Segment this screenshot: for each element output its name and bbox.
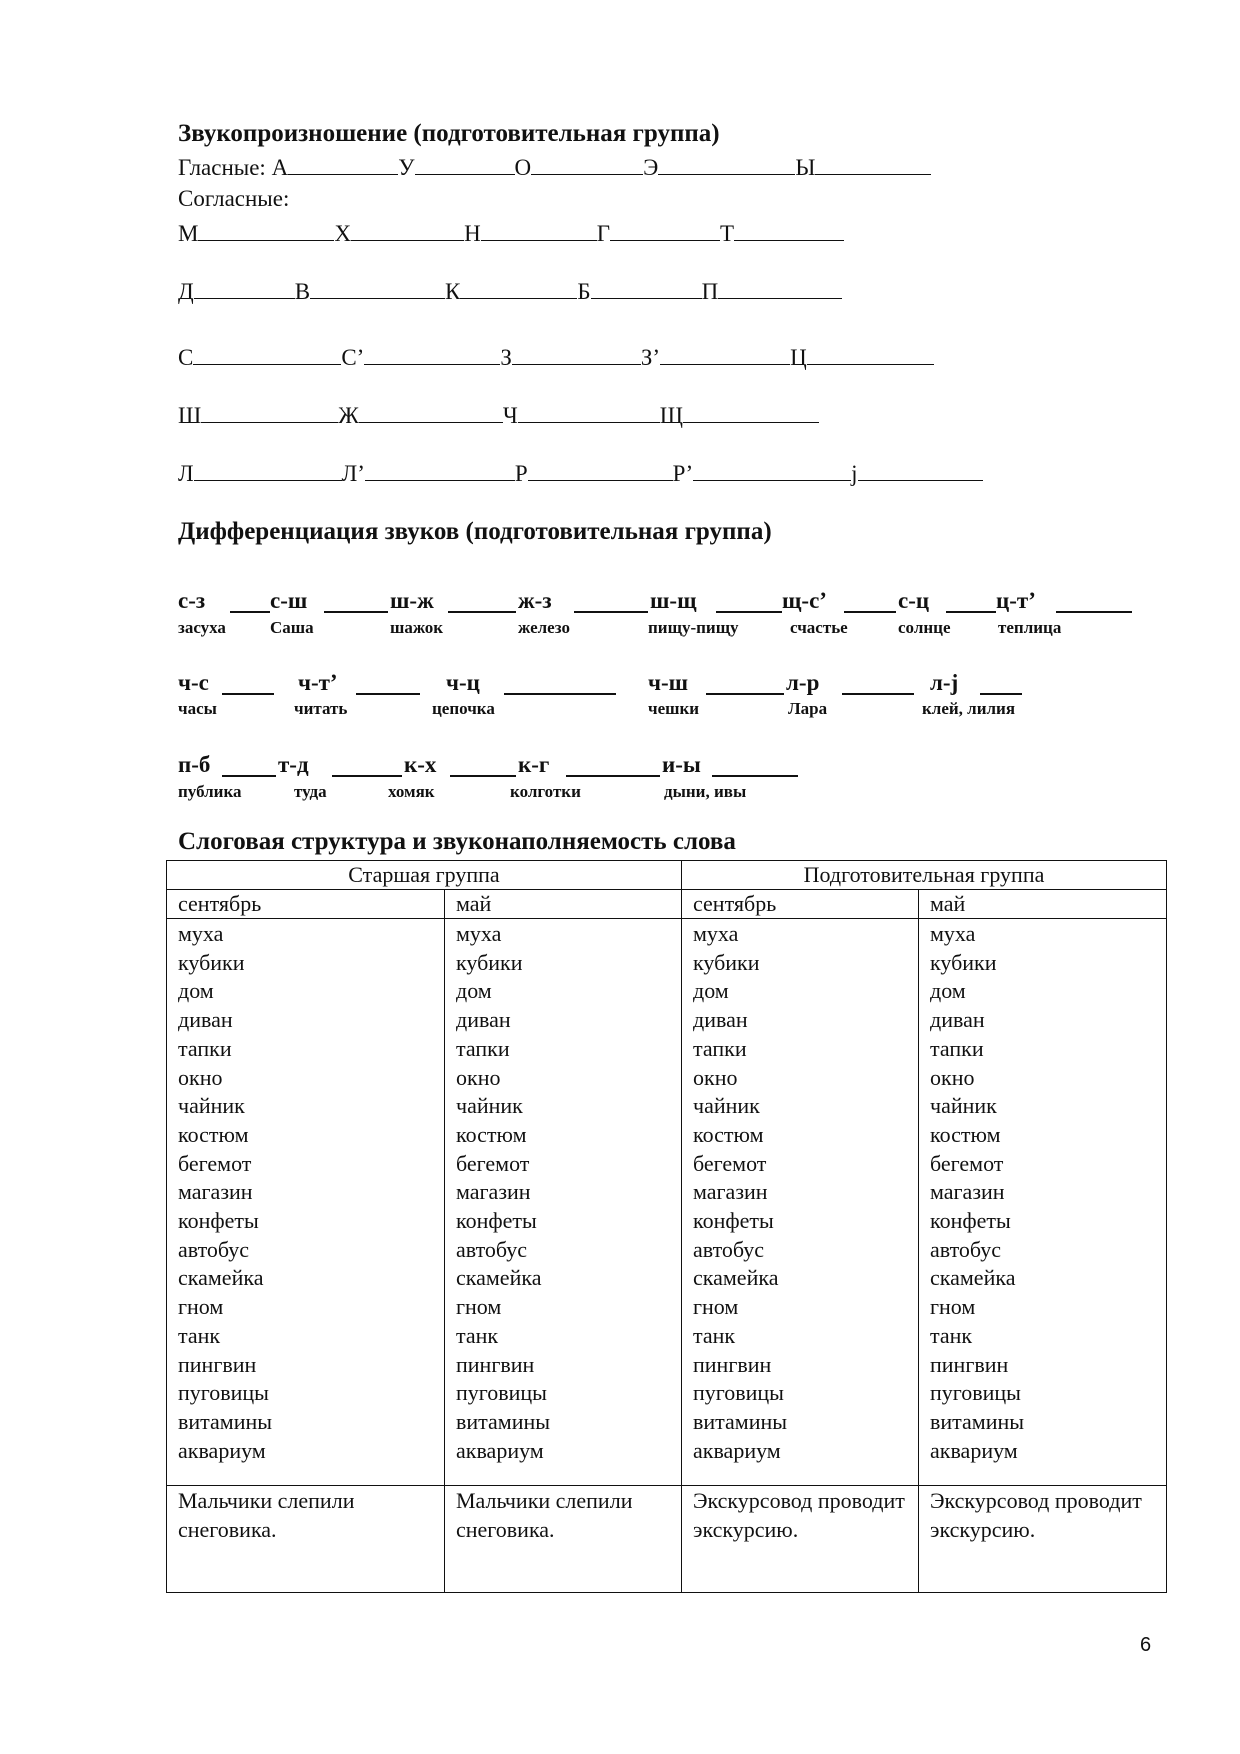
word-item: танк — [930, 1322, 973, 1348]
sound-pair: ч-т’ — [298, 670, 338, 695]
word-item: конфеты — [456, 1208, 537, 1234]
word-item: скамейка — [456, 1265, 542, 1291]
consonant: В — [294, 279, 311, 304]
sound-pronunciation-title: Звукопроизношение (подготовительная группа) — [178, 120, 720, 147]
word-item: окно — [693, 1064, 738, 1090]
word-item: муха — [930, 921, 976, 946]
word-item: костюм — [693, 1121, 764, 1147]
consonant: Л’ — [341, 461, 365, 486]
vowels-label: Гласные: — [178, 155, 266, 180]
sound-pair: п-б — [178, 752, 211, 777]
word-item: диван — [178, 1007, 233, 1033]
example-word: часы — [178, 699, 217, 718]
word-item: аквариум — [930, 1437, 1018, 1463]
vowel: Ы — [795, 155, 816, 180]
sound-pair: ж-з — [518, 588, 552, 613]
consonant: Ц — [790, 345, 807, 370]
vowel: Э — [643, 155, 659, 180]
word-list — [167, 919, 445, 1486]
sound-pair: л-j — [930, 670, 959, 695]
sound-pair: ч-с — [178, 670, 209, 695]
word-item: автобус — [930, 1236, 1002, 1262]
word-item: чайник — [178, 1093, 245, 1119]
syllable-structure-title: Слоговая структура и звуконаполняемость слова — [178, 828, 736, 855]
sound-pair: с-ц — [898, 588, 930, 613]
word-item: пуговицы — [930, 1380, 1021, 1406]
word-item: костюм — [178, 1121, 249, 1147]
word-item: пингвин — [693, 1351, 772, 1377]
word-item: муха — [178, 921, 224, 946]
word-item: окно — [930, 1064, 975, 1090]
example-word: дыни, ивы — [664, 782, 747, 801]
word-item: магазин — [930, 1179, 1005, 1205]
word-item: скамейка — [930, 1265, 1016, 1291]
example-word: хомяк — [388, 782, 435, 801]
sentence-cell: Экскурсовод проводит экскурсию. — [919, 1486, 1167, 1593]
word-item: витамины — [930, 1408, 1025, 1434]
word-item: пингвин — [456, 1351, 535, 1377]
word-item: бегемот — [178, 1150, 252, 1176]
sound-pair: и-ы — [662, 752, 701, 777]
example-word: засуха — [178, 618, 226, 637]
month-header: май — [445, 890, 682, 919]
sentence-cell: Мальчики слепили снеговика. — [445, 1486, 682, 1593]
word-item: чайник — [930, 1093, 997, 1119]
sentence-cell: Мальчики слепили снеговика. — [167, 1486, 445, 1593]
word-list — [445, 919, 682, 1486]
consonant: Д — [178, 279, 194, 304]
word-item: автобус — [693, 1236, 765, 1262]
example-word: солнце — [898, 618, 951, 637]
example-word: железо — [518, 618, 570, 637]
word-item: витамины — [693, 1408, 788, 1434]
consonant-row — [178, 344, 934, 371]
word-item: аквариум — [178, 1437, 266, 1463]
word-item: муха — [456, 921, 502, 946]
word-item: скамейка — [178, 1265, 264, 1291]
word-item: гном — [178, 1294, 224, 1320]
consonant: Х — [334, 221, 352, 246]
consonant: Щ — [659, 403, 683, 428]
consonants-label: Согласные: — [178, 186, 290, 211]
consonant: П — [701, 279, 719, 304]
consonant: Ч — [502, 403, 518, 428]
consonant: Ш — [178, 403, 202, 428]
word-item: костюм — [930, 1121, 1001, 1147]
consonant: З — [500, 345, 512, 370]
word-item: дом — [178, 978, 214, 1004]
sound-pair: ц-т’ — [996, 588, 1036, 613]
word-list — [919, 919, 1167, 1486]
example-word: клей, лилия — [922, 699, 1016, 718]
word-item: магазин — [456, 1179, 531, 1205]
word-item: магазин — [178, 1179, 253, 1205]
example-word: Лара — [788, 699, 828, 718]
word-item: конфеты — [693, 1208, 774, 1234]
consonant-row — [178, 460, 983, 487]
word-item: кубики — [456, 949, 523, 975]
consonant: С — [178, 345, 194, 370]
word-item: бегемот — [930, 1150, 1004, 1176]
word-item: кубики — [693, 949, 760, 975]
word-item: магазин — [693, 1179, 768, 1205]
table-month-header — [167, 890, 1167, 919]
word-item: гном — [456, 1294, 502, 1320]
sound-pair: ч-ц — [446, 670, 480, 695]
example-word: счастье — [790, 618, 848, 637]
consonant: Г — [596, 221, 610, 246]
consonant: Т — [720, 221, 735, 246]
sound-pair: л-р — [786, 670, 820, 695]
word-item: витамины — [178, 1408, 273, 1434]
word-item: диван — [930, 1007, 985, 1033]
example-word: Саша — [270, 618, 314, 637]
table-group-header — [167, 861, 1167, 890]
consonant-row — [178, 278, 842, 305]
word-item: гном — [930, 1294, 976, 1320]
consonant: Р’ — [672, 461, 694, 486]
sound-pair: с-з — [178, 588, 206, 613]
table-sentence-row — [167, 1486, 1167, 1593]
word-list — [682, 919, 919, 1486]
word-item: костюм — [456, 1121, 527, 1147]
word-item: аквариум — [456, 1437, 544, 1463]
word-item: витамины — [456, 1408, 551, 1434]
word-item: пуговицы — [178, 1380, 269, 1406]
word-item: окно — [178, 1064, 223, 1090]
senior-group-header: Старшая группа — [167, 861, 682, 890]
word-item: чайник — [456, 1093, 523, 1119]
word-item: танк — [178, 1322, 221, 1348]
example-word: публика — [178, 782, 242, 801]
word-item: кубики — [930, 949, 997, 975]
word-item: чайник — [693, 1093, 760, 1119]
table-words-row — [167, 919, 1167, 1486]
sentence-cell: Экскурсовод проводит экскурсию. — [682, 1486, 919, 1593]
word-item: аквариум — [693, 1437, 781, 1463]
word-item: тапки — [930, 1035, 984, 1061]
word-item: муха — [693, 921, 739, 946]
word-item: конфеты — [930, 1208, 1011, 1234]
consonant: Ж — [338, 403, 359, 428]
preparatory-group-header: Подготовительная группа — [682, 861, 1167, 890]
sound-pair: к-г — [518, 752, 550, 777]
word-item: тапки — [693, 1035, 747, 1061]
sound-pair: т-д — [278, 752, 309, 777]
word-item: дом — [930, 978, 966, 1004]
example-word: пищу-пищу — [648, 618, 739, 637]
word-item: пуговицы — [456, 1380, 547, 1406]
word-item: тапки — [456, 1035, 510, 1061]
month-header: май — [919, 890, 1167, 919]
word-item: бегемот — [456, 1150, 530, 1176]
example-word: колготки — [510, 782, 581, 801]
vowel: У — [398, 155, 415, 180]
consonant: Л — [178, 461, 194, 486]
syllable-structure-table — [166, 860, 1167, 1593]
word-item: гном — [693, 1294, 739, 1320]
word-item: танк — [693, 1322, 736, 1348]
sound-pair: ч-ш — [648, 670, 689, 695]
sound-pair: к-х — [404, 752, 437, 777]
word-item: скамейка — [693, 1265, 779, 1291]
sound-pair: ш-щ — [650, 588, 697, 613]
word-item: дом — [456, 978, 492, 1004]
word-item: пингвин — [930, 1351, 1009, 1377]
word-item: диван — [693, 1007, 748, 1033]
sound-differentiation-title: Дифференциация звуков (подготовительная группа) — [178, 518, 772, 545]
word-item: пуговицы — [693, 1380, 784, 1406]
consonant-row — [178, 402, 819, 429]
page-number: 6 — [1140, 1634, 1152, 1656]
vowel: А — [271, 155, 289, 180]
sound-pair: с-ш — [270, 588, 308, 613]
example-word: чешки — [648, 699, 700, 718]
example-word: цепочка — [432, 699, 495, 718]
word-item: пингвин — [178, 1351, 257, 1377]
consonant: j — [851, 461, 858, 486]
consonant: С’ — [341, 345, 365, 370]
vowel: О — [514, 155, 532, 180]
consonant: Б — [577, 279, 591, 304]
word-item: тапки — [178, 1035, 232, 1061]
example-word: читать — [294, 699, 348, 718]
sound-pair: ш-ж — [390, 588, 434, 613]
word-item: диван — [456, 1007, 511, 1033]
word-item: дом — [693, 978, 729, 1004]
word-item: окно — [456, 1064, 501, 1090]
month-header: сентябрь — [167, 890, 445, 919]
example-word: туда — [294, 782, 327, 801]
word-item: конфеты — [178, 1208, 259, 1234]
consonant-row — [178, 220, 844, 247]
month-header: сентябрь — [682, 890, 919, 919]
word-item: танк — [456, 1322, 499, 1348]
consonant: М — [178, 221, 199, 246]
example-word: теплица — [998, 618, 1062, 637]
consonant: Р — [514, 461, 528, 486]
vowels-line — [178, 154, 931, 181]
word-item: автобус — [456, 1236, 528, 1262]
consonant: З’ — [640, 345, 661, 370]
word-item: автобус — [178, 1236, 250, 1262]
word-item: кубики — [178, 949, 245, 975]
word-item: бегемот — [693, 1150, 767, 1176]
consonant: К — [445, 279, 461, 304]
sound-pair: щ-с’ — [782, 588, 827, 613]
example-word: шажок — [390, 618, 444, 637]
consonant: Н — [464, 221, 481, 246]
